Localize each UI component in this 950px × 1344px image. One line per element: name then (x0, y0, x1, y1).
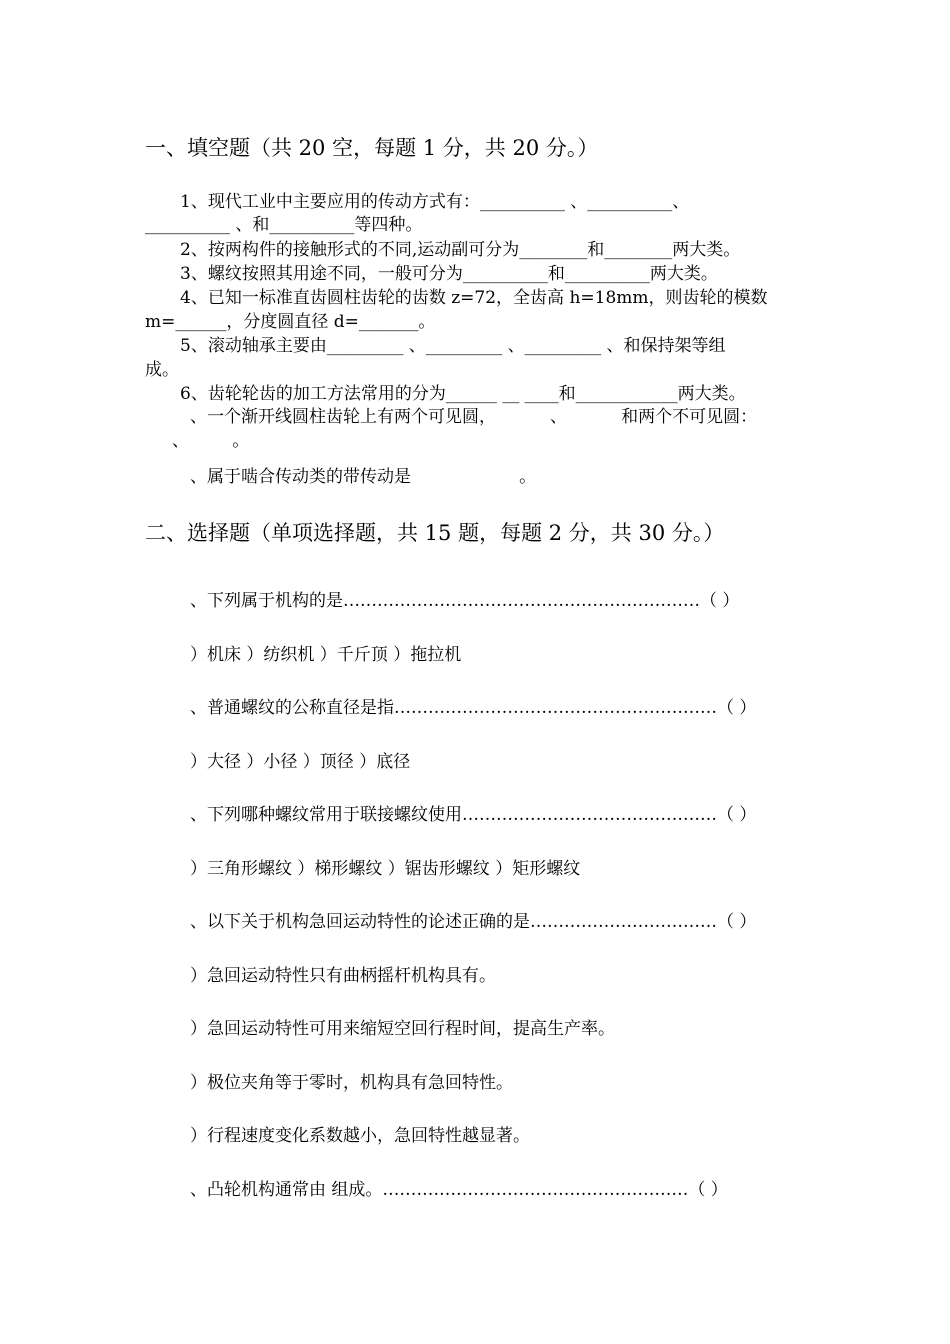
s1-q3: 3、螺纹按照其用途不同，一般可分为__________和__________两大类。 (180, 264, 718, 284)
s1-q2: 2、按两构件的接触形式的不同,运动副可分为________和________两大类。 (180, 240, 741, 260)
s2-q2-options: ）大径 ）小径 ）顶径 ）底径 (190, 752, 411, 772)
s1-q1-line2: __________ 、和__________等四种。 (145, 215, 423, 235)
s2-q1-options: ）机床 ）纺织机 ）千斤顶 ）拖拉机 (190, 645, 462, 665)
s1-q7-line1: 、一个渐开线圆柱齿轮上有两个可见圆， 、 和两个不可见圆： (190, 407, 758, 427)
s2-q2: 、普通螺纹的公称直径是指…………………………………………………（ ） (190, 698, 757, 718)
s2-q3: 、下列哪种螺纹常用于联接螺纹使用………………………………………（ ） (190, 805, 757, 825)
s1-q1-line1: 1、现代工业中主要应用的传动方式有：__________ 、__________、 (180, 192, 690, 212)
s2-q4-option-a: ）急回运动特性只有曲柄摇杆机构具有。 (190, 966, 496, 986)
section2-heading: 二、选择题（单项选择题，共 15 题，每题 2 分，共 30 分。） (145, 521, 725, 545)
s1-q5-line1: 5、滚动轴承主要由_________ 、_________ 、_________ 、和保持架等组 (180, 336, 726, 356)
s1-q7-line2: 、 。 (172, 431, 250, 451)
s1-q4-line1: 4、已知一标准直齿圆柱齿轮的齿数 z=72，全齿高 h=18mm，则齿轮的模数 (180, 288, 768, 308)
s2-q4: 、以下关于机构急回运动特性的论述正确的是……………………………（ ） (190, 912, 757, 932)
s2-q4-option-d: ）行程速度变化系数越小，急回特性越显著。 (190, 1126, 530, 1146)
section1-heading: 一、填空题（共 20 空，每题 1 分，共 20 分。） (145, 136, 599, 160)
s2-q4-option-c: ）极位夹角等于零时，机构具有急回特性。 (190, 1073, 513, 1093)
s1-q5-line2: 成。 (145, 360, 179, 380)
s2-q3-options: ）三角形螺纹 ）梯形螺纹 ）锯齿形螺纹 ）矩形螺纹 (190, 859, 581, 879)
s1-q8: 、属于啮合传动类的带传动是 。 (190, 467, 537, 487)
s1-q6: 6、齿轮轮齿的加工方法常用的分为______ __ ____和____________两大类。 (180, 384, 746, 404)
s1-q4-line2: m=______，分度圆直径 d=_______。 (145, 312, 436, 332)
s2-q5: 、凸轮机构通常由 组成。………………………………………………（ ） (190, 1180, 728, 1200)
s2-q4-option-b: ）急回运动特性可用来缩短空回行程时间，提高生产率。 (190, 1019, 615, 1039)
s2-q1: 、下列属于机构的是………………………………………………………（ ） (190, 591, 740, 611)
